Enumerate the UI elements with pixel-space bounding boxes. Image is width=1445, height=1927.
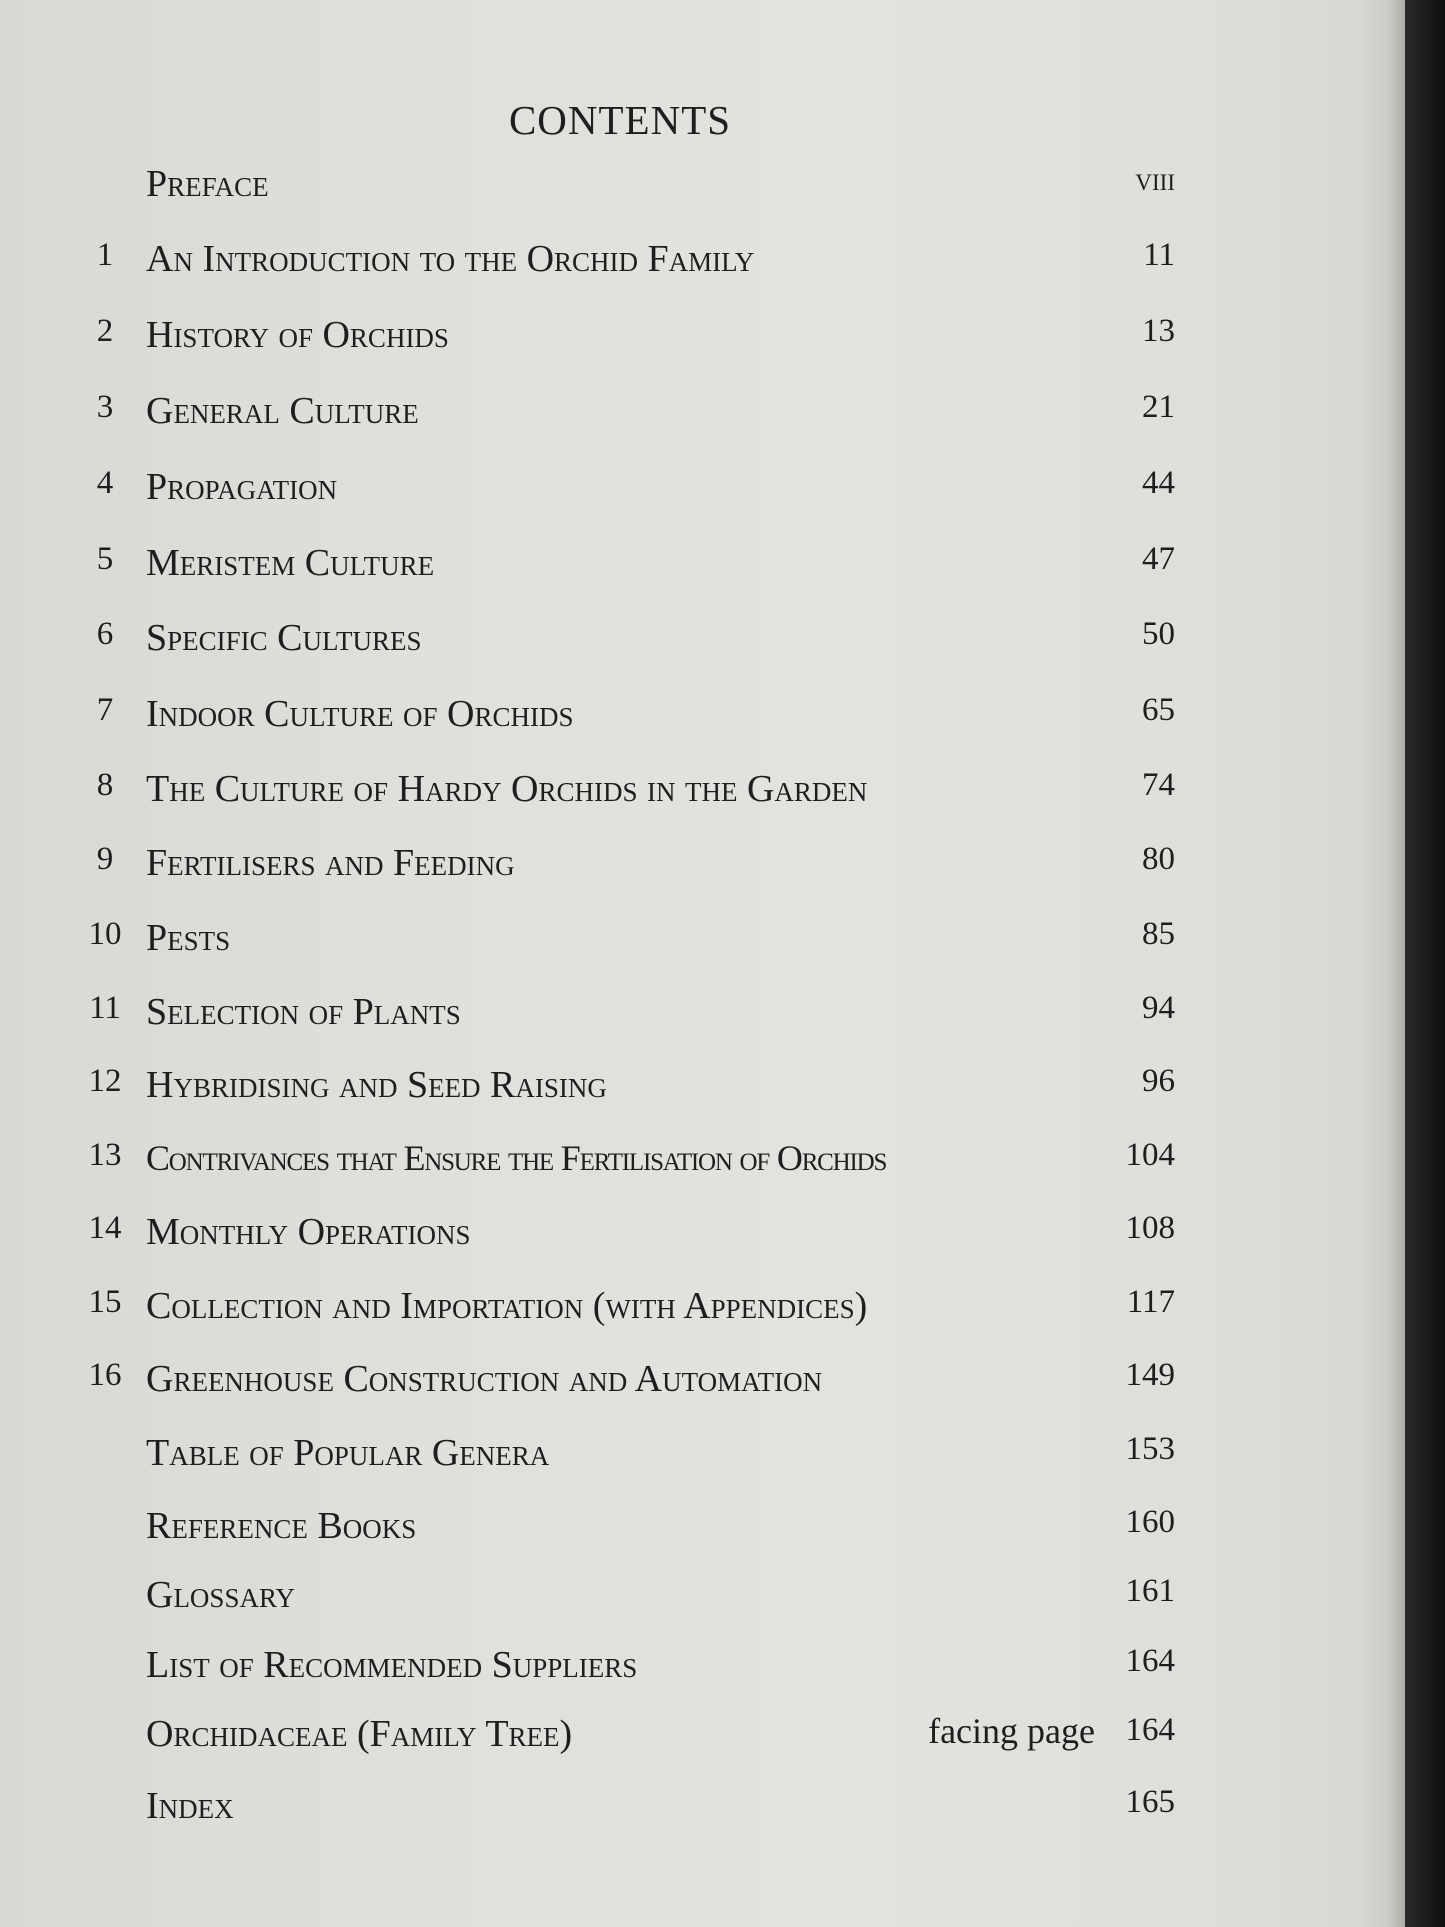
entry-title: Selection of Plants	[146, 991, 461, 1033]
page-number: 21	[1142, 389, 1175, 425]
toc-entry	[70, 1784, 1175, 1834]
page-number: 164	[1125, 1712, 1175, 1748]
toc-entry	[70, 692, 1175, 742]
page-number: 80	[1142, 841, 1175, 877]
chapter-number: 2	[96, 313, 114, 349]
entry-title: Greenhouse Construction and Automation	[146, 1358, 823, 1400]
chapter-number: 10	[88, 916, 122, 952]
page-number: 94	[1142, 990, 1175, 1026]
toc-entry	[70, 1504, 1175, 1554]
entry-title: History of Orchids	[146, 314, 449, 356]
page-number: 74	[1142, 767, 1175, 803]
chapter-number: 11	[89, 990, 121, 1026]
entry-title: The Culture of Hardy Orchids in the Garden	[146, 768, 868, 810]
page-number: 117	[1126, 1284, 1175, 1320]
facing-page-note: facing page	[928, 1711, 1095, 1751]
contents-heading: CONTENTS	[508, 97, 732, 143]
toc-entry	[70, 616, 1175, 666]
entry-title: Preface	[146, 163, 269, 205]
entry-title: Index	[146, 1785, 234, 1827]
page-number: 160	[1125, 1504, 1175, 1540]
page-number: 50	[1142, 616, 1175, 652]
page-number: 96	[1142, 1063, 1175, 1099]
toc-entry	[70, 237, 1175, 287]
toc-entry	[70, 1573, 1175, 1623]
chapter-number: 9	[96, 841, 114, 877]
entry-title: Monthly Operations	[146, 1211, 471, 1253]
chapter-number: 16	[88, 1357, 122, 1393]
chapter-number: 6	[96, 616, 114, 652]
page-number: 104	[1125, 1137, 1175, 1173]
page-number: 85	[1142, 916, 1175, 952]
page-number: 11	[1143, 237, 1175, 273]
entry-title: Indoor Culture of Orchids	[146, 693, 574, 735]
chapter-number: 1	[96, 237, 114, 273]
page-number: 13	[1142, 313, 1175, 349]
toc-entry	[70, 841, 1175, 891]
chapter-number: 15	[88, 1284, 122, 1320]
page-number: 149	[1125, 1357, 1175, 1393]
toc-entry	[70, 1284, 1175, 1334]
entry-title: General Culture	[146, 390, 419, 432]
toc-entry	[70, 162, 1175, 212]
entry-title: Propagation	[146, 466, 338, 508]
chapter-number: 8	[96, 767, 114, 803]
toc-entry	[70, 541, 1175, 591]
toc-entry	[70, 1712, 1175, 1762]
toc-entry	[70, 916, 1175, 966]
toc-entry	[70, 313, 1175, 363]
entry-title: Specific Cultures	[146, 617, 422, 659]
dark-background-strip	[1405, 0, 1445, 1927]
entry-title: Reference Books	[146, 1505, 417, 1547]
chapter-number: 14	[88, 1210, 122, 1246]
toc-entry	[70, 465, 1175, 515]
page-number: 108	[1125, 1210, 1175, 1246]
page-number: 47	[1142, 541, 1175, 577]
page-number: viii	[1135, 162, 1175, 198]
chapter-number: 4	[96, 465, 114, 501]
entry-title: Contrivances that Ensure the Fertilisation of Orchids	[146, 1138, 887, 1178]
chapter-number: 12	[88, 1063, 122, 1099]
toc-entry	[70, 1210, 1175, 1260]
page-number: 44	[1142, 465, 1175, 501]
entry-title: Collection and Importation (with Appendices)	[146, 1285, 868, 1327]
chapter-number: 13	[88, 1137, 122, 1173]
toc-entry	[70, 767, 1175, 817]
page-number: 65	[1142, 692, 1175, 728]
page-number: 164	[1125, 1643, 1175, 1679]
entry-title: Table of Popular Genera	[146, 1432, 550, 1474]
page-number: 161	[1125, 1573, 1175, 1609]
toc-entry	[70, 1137, 1175, 1187]
toc-entry	[70, 389, 1175, 439]
toc-entry	[70, 990, 1175, 1040]
chapter-number: 7	[96, 692, 114, 728]
entry-title: Orchidaceae (Family Tree)	[146, 1713, 573, 1755]
entry-title: Meristem Culture	[146, 542, 435, 584]
toc-entry	[70, 1357, 1175, 1407]
entry-title: Hybridising and Seed Raising	[146, 1064, 607, 1106]
chapter-number: 5	[96, 541, 114, 577]
toc-entry	[70, 1063, 1175, 1113]
page-number: 165	[1125, 1784, 1175, 1820]
entry-title: List of Recommended Suppliers	[146, 1644, 638, 1686]
page-number: 153	[1125, 1431, 1175, 1467]
page-edge-shadow	[1360, 0, 1405, 1927]
toc-entry	[70, 1643, 1175, 1693]
chapter-number: 3	[96, 389, 114, 425]
toc-entry	[70, 1431, 1175, 1481]
entry-title: Glossary	[146, 1574, 295, 1616]
entry-title: Fertilisers and Feeding	[146, 842, 515, 884]
entry-title: An Introduction to the Orchid Family	[146, 238, 755, 280]
entry-title: Pests	[146, 917, 231, 959]
